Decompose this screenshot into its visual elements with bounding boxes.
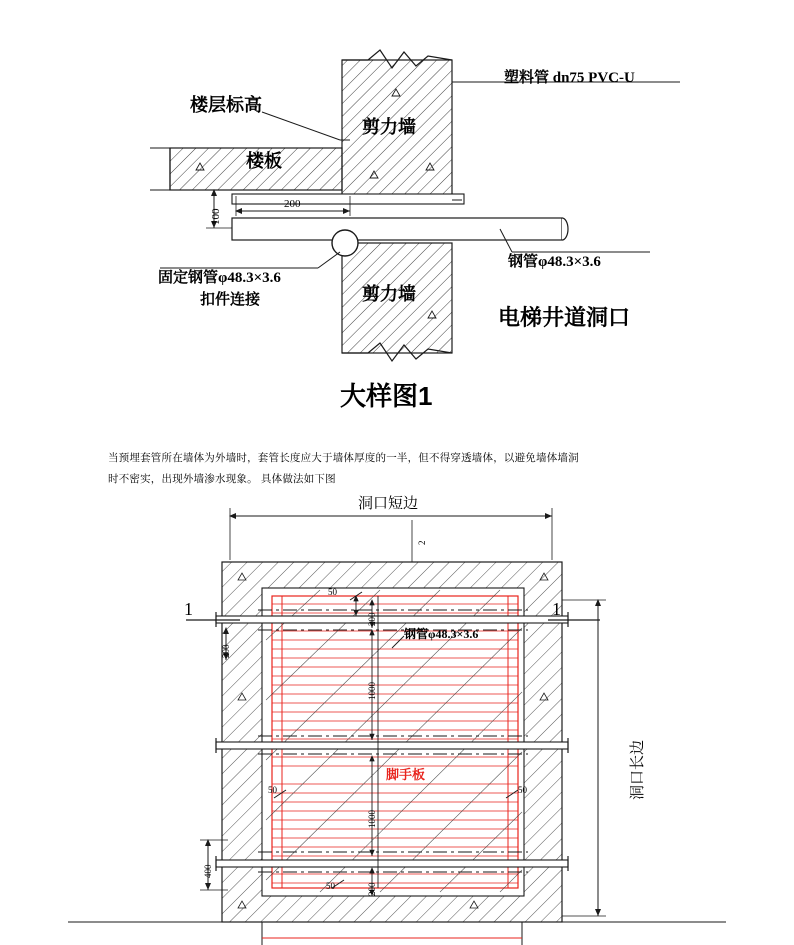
detail-2-geometry	[68, 508, 726, 945]
label-clamp-connection: 扣件连接	[200, 291, 261, 308]
dim-inner-1000-upper: 1000	[367, 682, 377, 700]
label-shear-wall-bottom: 剪力墙	[362, 284, 416, 304]
label-steel-pipe-right: 钢管φ48.3×3.6	[508, 254, 601, 270]
label-floor-slab: 楼板	[246, 151, 282, 171]
dim-top-2: 2	[417, 540, 427, 545]
label-fixed-steel-pipe: 固定钢管φ48.3×3.6	[158, 270, 281, 286]
dim-inner-1000-lower: 1000	[367, 810, 377, 828]
note-line-1: 当预埋套管所在墙体为外墙时，套管长度应大于墙体厚度的一半，但不得穿透墙体，以避免墙体墙洞	[108, 452, 579, 464]
label-opening-long-side: 洞口长边	[629, 739, 646, 800]
label-plastic-pipe: 塑料管 dn75 PVC-U	[504, 70, 635, 86]
dim-vertical-100: 100	[210, 208, 222, 225]
dim-left-50-lower: 50	[268, 785, 277, 795]
dim-right-50-lower: 50	[518, 785, 527, 795]
label-shear-wall-top: 剪力墙	[362, 117, 416, 137]
section-mark-right: 1	[552, 599, 561, 619]
note-line-2: 时不密实，出现外墙渗水现象。 具体做法如下图	[108, 473, 336, 485]
dim-horizontal-200: 200	[284, 198, 301, 210]
dim-left-200: 200	[221, 644, 231, 658]
dim-inner-50-top: 50	[328, 587, 337, 597]
dim-bottom-200: 200	[367, 882, 377, 896]
dim-bottom-400: 400	[203, 864, 213, 878]
label-floor-elevation: 楼层标高	[190, 95, 262, 115]
dim-bottom-50: 50	[326, 881, 335, 891]
section-mark-left: 1	[184, 599, 193, 619]
label-elevator-shaft-opening: 电梯井道洞口	[498, 305, 631, 330]
detail-1-caption: 大样图1	[340, 381, 433, 411]
dim-inner-200-top: 200	[367, 612, 377, 626]
label-steel-pipe-plan: 钢管φ48.3×3.6	[404, 627, 479, 641]
note-block	[108, 448, 768, 490]
label-scaffold-board: 脚手板	[386, 767, 426, 782]
label-opening-short-side: 洞口短边	[358, 495, 419, 512]
